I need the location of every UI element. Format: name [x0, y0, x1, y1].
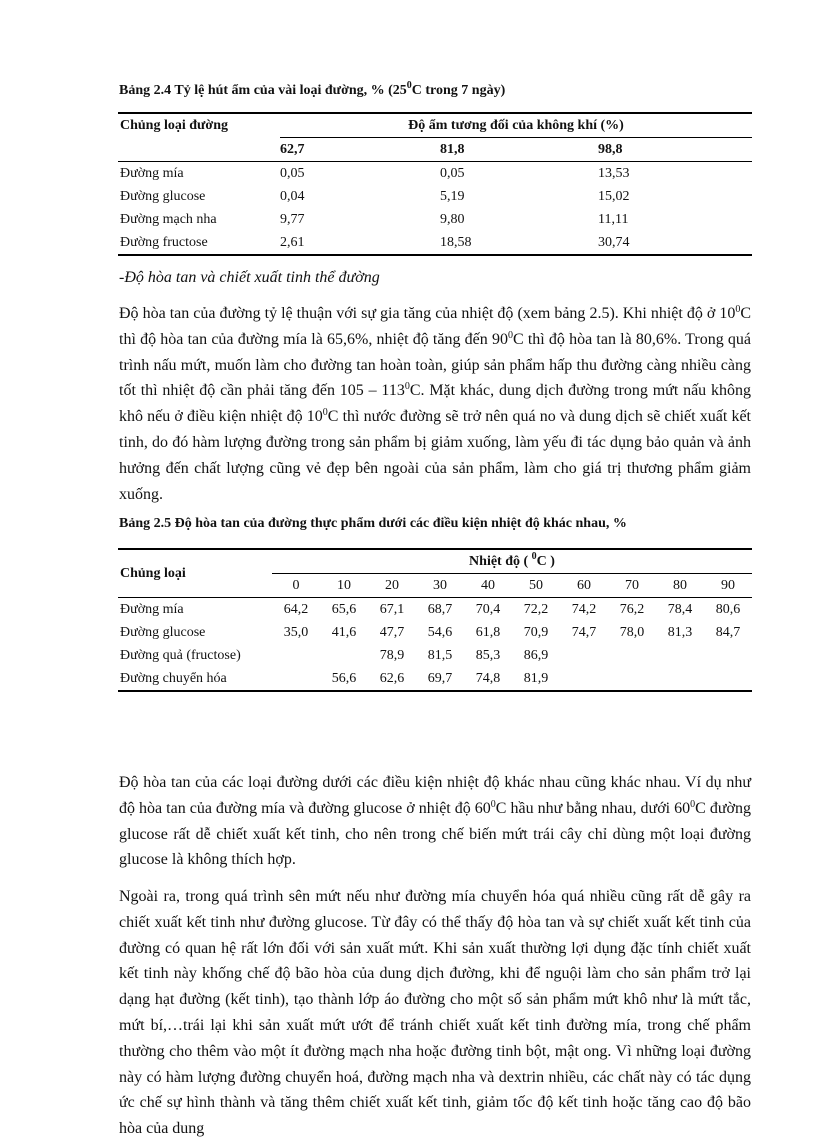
- table-cell: 72,2: [523, 602, 549, 617]
- column-label: Chủng loại đường: [118, 113, 280, 138]
- row-label: Đường mía: [120, 602, 184, 617]
- table-cell: 56,6: [320, 667, 368, 691]
- table-cell: 70,4: [475, 602, 501, 617]
- table-cell: 76,2: [619, 602, 645, 617]
- temperature-cell: 30: [416, 574, 464, 598]
- table-cell: 9,80: [440, 212, 465, 227]
- row-label: Đường glucose: [120, 189, 206, 204]
- table-cell: [560, 644, 608, 667]
- table-row: [118, 162, 752, 186]
- table-cell: 65,6: [331, 602, 357, 617]
- table-row: [118, 208, 752, 231]
- table-row: [118, 621, 752, 644]
- temperature-cell: 20: [368, 574, 416, 598]
- table-cell: [320, 644, 368, 667]
- table-cell: 61,8: [475, 625, 501, 640]
- table-cell: [704, 667, 752, 691]
- table-cell: 15,02: [598, 189, 630, 204]
- table-cell: 9,77: [280, 212, 305, 227]
- temperature-cell: 90: [704, 574, 752, 598]
- table-2-4: [118, 112, 752, 256]
- table-cell: 41,6: [331, 625, 357, 640]
- table-cell: [272, 667, 320, 691]
- paragraph-solubility: Độ hòa tan của đường tỷ lệ thuận với sự gia tăng của nhiệt độ (xem bảng 2.5). Khi nhiệt độ ở $10^0C$ thì độ hòa tan của đường mía là 65,6%, nhiệt độ tăng đến $90^0C$ thì độ hòa tan là 80,6%. Trong quá trình nấu mứt, muốn làm cho đường tan hoàn toàn, giúp sản phẩm hấp thu đường càng nhiều càng tốt thì nhiệt độ cần phải tăng đến $105 - 113^0C$. Mặt khác, dung dịch đường trong mứt nấu không khô nếu ở điều kiện nhiệt độ $10^0C$ thì nước đường sẽ trở nên quá no và dung dịch sẽ chiết xuất kết tinh, do đó hàm lượng đường trong sản phẩm bị giảm xuống, làm yếu đi tác dụng bảo quản và ảnh hưởng đến chất lượng cũng vẻ đẹp bên ngoài của sản phẩm, làm cho giá trị thương phẩm giảm xuống.: [119, 304, 752, 503]
- table-row: [118, 185, 752, 208]
- group-header: Nhiệt độ ( $^0$C ): [272, 549, 752, 574]
- table-cell: 54,6: [427, 625, 453, 640]
- temperature-cell: 70: [608, 574, 656, 598]
- table-cell: 64,2: [283, 602, 309, 617]
- table-cell: 13,53: [598, 166, 630, 181]
- table-cell: 67,1: [379, 602, 405, 617]
- table-cell: [608, 644, 656, 667]
- temperature-cell: 40: [464, 574, 512, 598]
- table-cell: 62,6: [368, 667, 416, 691]
- table-cell: 85,3: [475, 648, 501, 663]
- row-label: Đường fructose: [118, 231, 280, 255]
- table-2-4-caption: Bảng 2.4 Tỷ lệ hút ẩm của vài loại đường, % ($25^0C$ trong 7 ngày): [119, 80, 506, 98]
- table-2-5: [118, 548, 752, 692]
- table-cell: 0,05: [280, 166, 305, 181]
- table-cell: 68,7: [427, 602, 453, 617]
- table-subheader-row: [118, 138, 752, 162]
- paragraph-comparison: Độ hòa tan của các loại đường dưới các điều kiện nhiệt độ khác nhau cũng khác nhau. Ví dụ như độ hòa tan của đường mía và đường glucose ở nhiệt độ $60^0C$ hầu như bằng nhau, dưới $60^0C$ đường glucose rất dễ chiết xuất kết tinh, cho nên trong chế biến mứt trái cây chỉ dùng một loại đường glucose là không thích hợp.: [119, 774, 751, 869]
- table-header-row: [118, 113, 752, 138]
- group-header: Độ ẩm tương đối của không khí (%): [280, 113, 752, 138]
- table-cell: 74,7: [571, 625, 597, 640]
- table-cell: 86,9: [523, 648, 549, 663]
- table-cell: 70,9: [523, 625, 549, 640]
- table-cell: [272, 644, 320, 667]
- table-cell: 80,6: [715, 602, 741, 617]
- table-cell: 35,0: [283, 625, 309, 640]
- table-cell: 5,19: [440, 189, 465, 204]
- table-cell: 0,05: [440, 166, 465, 181]
- table-cell: 78,0: [619, 625, 645, 640]
- table-row: [118, 644, 752, 667]
- row-label: Đường glucose: [120, 625, 206, 640]
- table-cell: 30,74: [598, 231, 752, 255]
- temperature-cell: 60: [560, 574, 608, 598]
- table-cell: 84,7: [715, 625, 741, 640]
- table-row: [118, 231, 752, 255]
- table-cell: 0,04: [280, 189, 305, 204]
- temperature-cell: 80: [656, 574, 704, 598]
- subheader-cell: 98,8: [598, 138, 752, 162]
- table-cell: 11,11: [598, 212, 629, 227]
- table-cell: 78,4: [667, 602, 693, 617]
- table-cell: 78,9: [379, 648, 405, 663]
- section-heading: -Độ hòa tan và chiết xuất tinh thể đường: [119, 269, 380, 286]
- table-row: [118, 598, 752, 622]
- table-cell: [704, 644, 752, 667]
- temperature-cell: 50: [512, 574, 560, 598]
- column-label: Chủng loại: [118, 549, 272, 598]
- table-cell: 81,5: [427, 648, 453, 663]
- row-label: Đường mía: [120, 166, 184, 181]
- row-label: Đường mạch nha: [120, 212, 217, 227]
- table-cell: 74,2: [571, 602, 597, 617]
- table-cell: 74,8: [464, 667, 512, 691]
- subheader-cell: 62,7: [280, 138, 440, 162]
- table-cell: [608, 667, 656, 691]
- subheader-cell: 81,8: [440, 138, 598, 162]
- table-cell: 81,9: [512, 667, 560, 691]
- table-cell: 69,7: [416, 667, 464, 691]
- table-header-row: [118, 549, 752, 574]
- temperature-cell: 10: [320, 574, 368, 598]
- table-cell: [656, 667, 704, 691]
- table-row: [118, 667, 752, 691]
- paragraph-crystallization: Ngoài ra, trong quá trình sên mứt nếu như đường mía chuyển hóa quá nhiều cũng rất dễ gây ra chiết xuất kết tinh như đường glucose. Từ đây có thể thấy độ hòa tan và sự chiết xuất kết tinh của đường có quan hệ rất lớn đối với sản xuất mứt. Khi sản xuất thường lợi dụng đặc tính chiết xuất kết tinh này khống chế độ bão hòa của dung dịch đường, khi để nguội làm cho sản phẩm trở lại dạng hạt đường (kết tinh), tạo thành lớp áo đường cho một số sản phẩm mứt khô như là mứt tắc, mứt bí,…trái lại khi sản xuất mứt ướt để tránh chiết xuất kết tinh đường mía, trong chế phẩm thường cho thêm vào một ít đường mạch nha hoặc đường tinh bột, mật ong. Vì những loại đường này có hàm lượng đường chuyển hoá, đường mạch nha và dextrin nhiều, các chất này có tác dụng ức chế sự hình thành và tăng thêm chiết xuất kết tinh, giảm tốc độ kết tinh hoặc tăng cao độ bão hòa của dung: [119, 888, 751, 1138]
- temperature-cell: 0: [272, 574, 320, 598]
- table-cell: 81,3: [667, 625, 693, 640]
- row-label: Đường quả (fructose): [120, 648, 241, 663]
- row-label: Đường chuyển hóa: [118, 667, 272, 691]
- table-cell: [560, 667, 608, 691]
- table-cell: 2,61: [280, 231, 440, 255]
- table-2-5-caption: Bảng 2.5 Độ hòa tan của đường thực phẩm dưới các điều kiện nhiệt độ khác nhau, %: [119, 516, 627, 531]
- table-cell: 18,58: [440, 231, 598, 255]
- table-cell: [656, 644, 704, 667]
- table-cell: 47,7: [379, 625, 405, 640]
